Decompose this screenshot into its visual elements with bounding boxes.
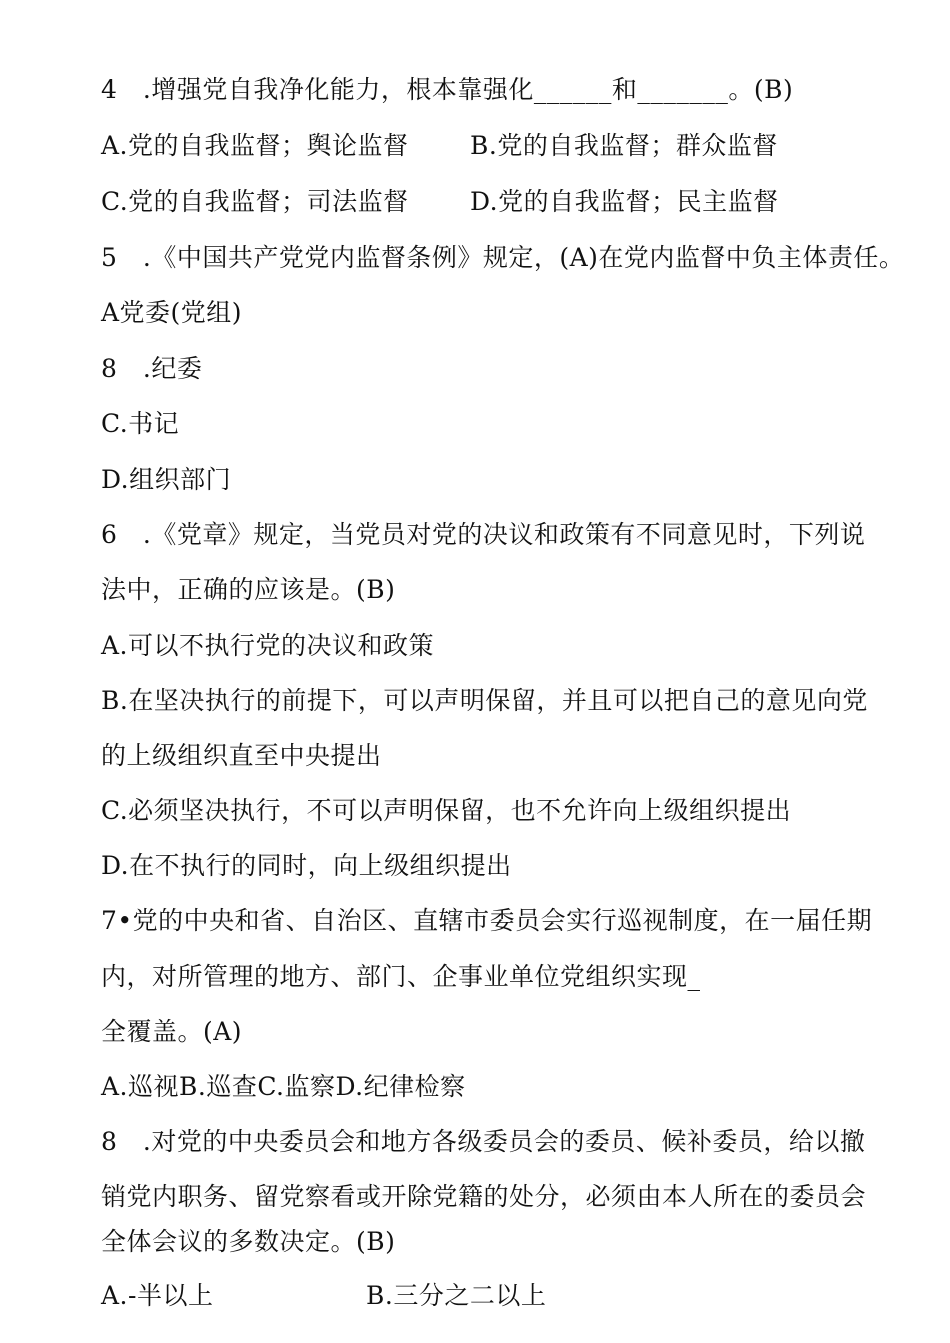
question-7-stem-line-1: 7•党的中央和省、自治区、直辖市委员会实行巡视制度，在一届任期 [101,906,873,935]
question-4-option-b: B.党的自我监督；群众监督 [470,131,778,160]
question-5-option-c: C.书记 [101,409,180,438]
question-5-option-d: D.组织部门 [101,465,232,494]
question-6-stem-line-2: 法中，正确的应该是。(B) [101,575,396,604]
question-6-option-a: A.可以不执行党的决议和政策 [101,631,435,660]
question-6-option-c: C.必须坚决执行，不可以声明保留，也不允许向上级组织提出 [101,796,792,825]
question-5-stem: 5 .《中国共产党党内监督条例》规定，(A)在党内监督中负主体责任。 [101,243,905,272]
question-7-stem-line-2: 内，对所管理的地方、部门、企事业单位党组织实现_ [101,962,701,991]
question-6-option-b-line-2: 的上级组织直至中央提出 [101,741,382,770]
question-8-stem-line-2: 销党内职务、留党察看或开除党籍的处分，必须由本人所在的委员会 [101,1182,867,1211]
question-4-option-d: D.党的自我监督；民主监督 [470,187,779,216]
question-7-stem-line-3: 全覆盖。(A) [101,1017,243,1046]
question-6-stem-line-1: 6 .《党章》规定，当党员对党的决议和政策有不同意见时，下列说 [101,520,866,549]
question-8-option-a: A.-半以上 [101,1281,214,1310]
question-7-options: A.巡视B.巡查C.监察D.纪律检察 [101,1072,466,1101]
question-4-option-a: A.党的自我监督；舆论监督 [101,131,409,160]
question-5-option-a: A党委(党组) [101,298,243,327]
question-5-option-b: 8 .纪委 [101,354,203,383]
question-6-option-b-line-1: B.在坚决执行的前提下，可以声明保留，并且可以把自己的意见向党 [101,686,868,715]
question-8-stem-line-3: 全体会议的多数决定。(B) [101,1227,396,1256]
question-8-option-b: B.三分之二以上 [366,1281,547,1310]
question-8-stem-line-1: 8 .对党的中央委员会和地方各级委员会的委员、候补委员，给以撤 [101,1127,866,1156]
question-4-stem: 4 .增强党自我净化能力，根本靠强化______和_______。(B) [101,75,794,104]
question-6-option-d: D.在不执行的同时，向上级组织提出 [101,851,512,880]
question-4-option-c: C.党的自我监督；司法监督 [101,187,409,216]
